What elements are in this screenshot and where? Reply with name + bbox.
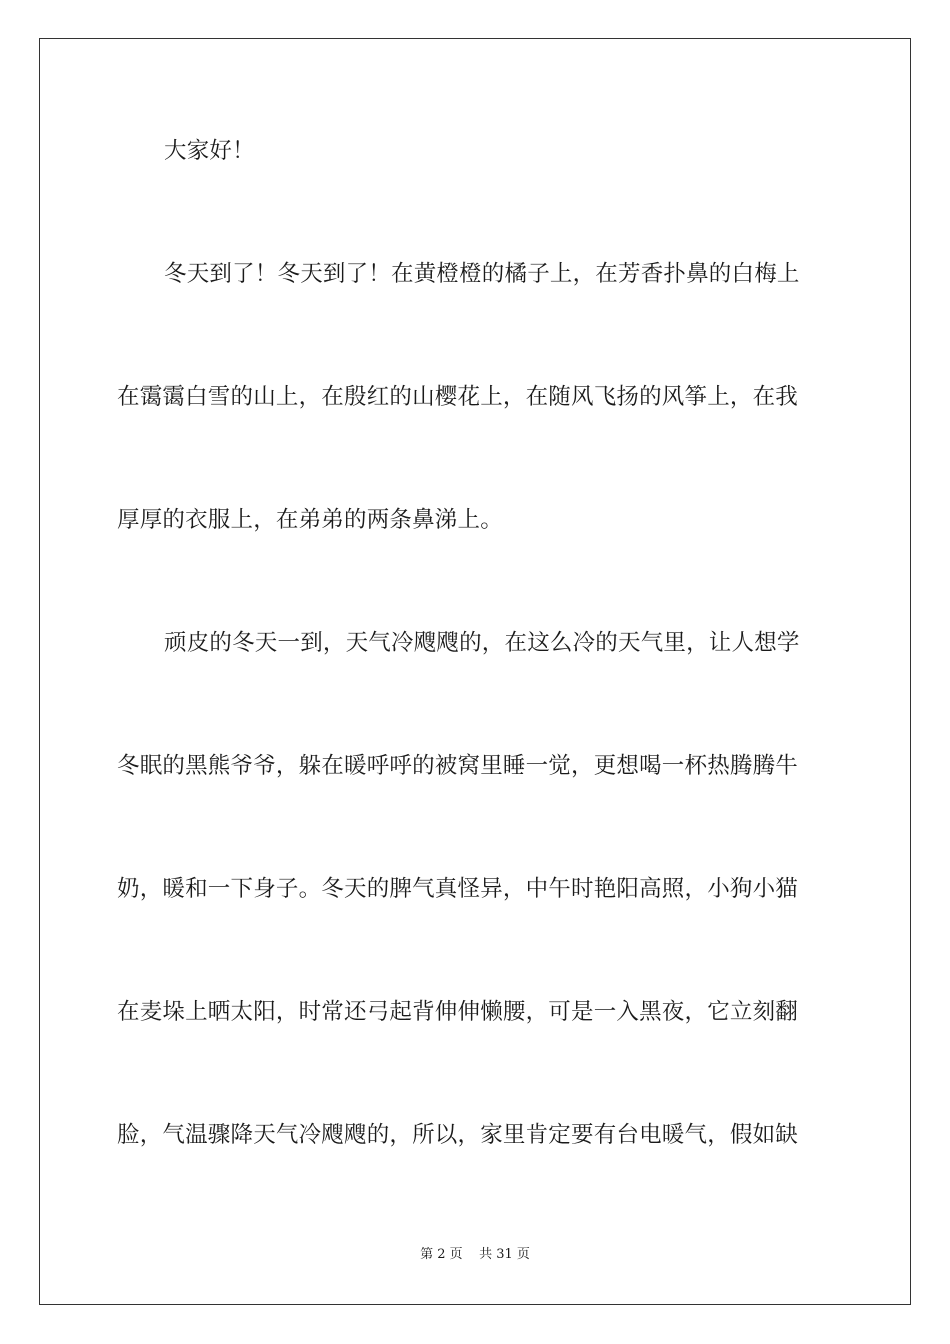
page-border xyxy=(39,38,911,1305)
paragraph-line: 冬天到了！冬天到了！在黄橙橙的橘子上，在芳香扑鼻的白梅上 xyxy=(164,261,800,287)
paragraph-line: 在麦垛上晒太阳，时常还弓起背伸伸懒腰，可是一入黑夜，它立刻翻 xyxy=(117,999,799,1025)
paragraph-line: 脸，气温骤降天气冷飕飕的，所以，家里肯定要有台电暖气，假如缺 xyxy=(117,1122,799,1148)
paragraph-line: 厚厚的衣服上，在弟弟的两条鼻涕上。 xyxy=(117,507,503,533)
paragraph-line: 奶，暖和一下身子。冬天的脾气真怪异，中午时艳阳高照，小狗小猫 xyxy=(117,876,799,902)
greeting-line: 大家好！ xyxy=(164,138,255,164)
paragraph-line: 冬眠的黑熊爷爷，躲在暖呼呼的被窝里睡一觉，更想喝一杯热腾腾牛 xyxy=(117,753,799,779)
paragraph-line: 顽皮的冬天一到，天气冷飕飕的，在这么冷的天气里，让人想学 xyxy=(164,630,800,656)
paragraph-line: 在霭霭白雪的山上，在殷红的山樱花上，在随风飞扬的风筝上，在我 xyxy=(117,384,799,410)
page-number-footer: 第 2 页 共 31 页 xyxy=(420,1247,530,1262)
